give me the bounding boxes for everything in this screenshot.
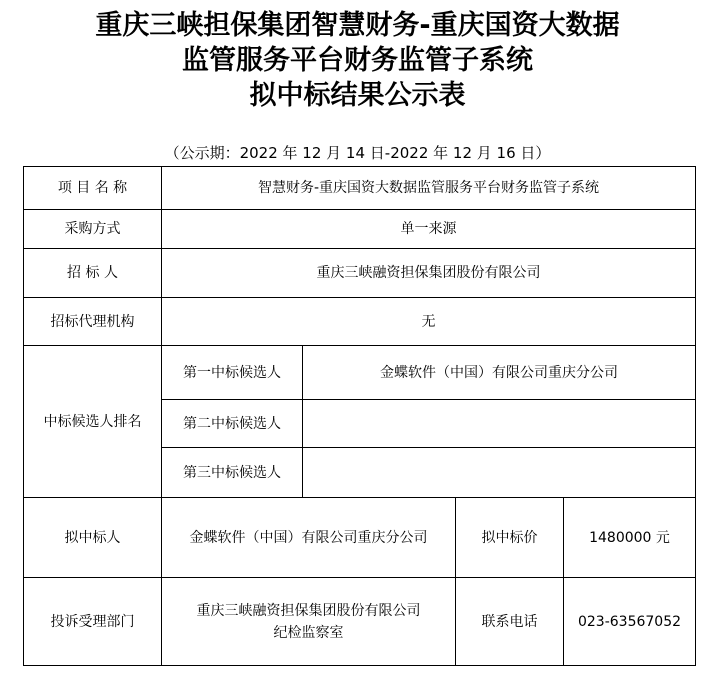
agency-value: 无 bbox=[162, 298, 696, 346]
winner-label: 拟中标人 bbox=[24, 498, 162, 578]
price-value: 1480000 元 bbox=[564, 498, 696, 578]
phone-value: 023-63567052 bbox=[564, 578, 696, 666]
procurement-method-value: 单一来源 bbox=[162, 210, 696, 249]
complaint-value-line-2: 纪检监察室 bbox=[273, 624, 344, 641]
row-winner bbox=[24, 498, 696, 578]
candidate-rank: 第一中标候选人 bbox=[162, 346, 303, 400]
title-line-1: 重庆三峡担保集团智慧财务-重庆国资大数据 bbox=[95, 10, 620, 41]
candidate-rank: 第二中标候选人 bbox=[162, 400, 303, 448]
complaint-value bbox=[162, 578, 456, 666]
complaint-value-line-1: 重庆三峡融资担保集团股份有限公司 bbox=[196, 602, 421, 619]
page-title bbox=[0, 8, 715, 113]
tenderer-value: 重庆三峡融资担保集团股份有限公司 bbox=[162, 249, 696, 298]
candidate-name: 金蝶软件（中国）有限公司重庆分公司 bbox=[303, 346, 696, 400]
title-line-3: 拟中标结果公示表 bbox=[249, 80, 466, 111]
row-candidate-1 bbox=[24, 346, 696, 400]
price-label: 拟中标价 bbox=[456, 498, 564, 578]
result-table bbox=[23, 166, 696, 666]
candidate-name bbox=[303, 448, 696, 498]
candidates-label: 中标候选人排名 bbox=[24, 346, 162, 498]
winner-value: 金蝶软件（中国）有限公司重庆分公司 bbox=[162, 498, 456, 578]
row-tenderer bbox=[24, 249, 696, 298]
agency-label: 招标代理机构 bbox=[24, 298, 162, 346]
row-complaint bbox=[24, 578, 696, 666]
title-line-2: 监管服务平台财务监管子系统 bbox=[182, 45, 533, 76]
candidate-rank: 第三中标候选人 bbox=[162, 448, 303, 498]
phone-label: 联系电话 bbox=[456, 578, 564, 666]
tenderer-label: 招 标 人 bbox=[24, 249, 162, 298]
project-name-label: 项 目 名 称 bbox=[24, 167, 162, 210]
project-name-value: 智慧财务-重庆国资大数据监管服务平台财务监管子系统 bbox=[162, 167, 696, 210]
row-procurement-method bbox=[24, 210, 696, 249]
procurement-method-label: 采购方式 bbox=[24, 210, 162, 249]
complaint-label: 投诉受理部门 bbox=[24, 578, 162, 666]
row-agency bbox=[24, 298, 696, 346]
row-project-name bbox=[24, 167, 696, 210]
publicity-period: （公示期：2022 年 12 月 14 日-2022 年 12 月 16 日） bbox=[164, 144, 551, 162]
candidate-name bbox=[303, 400, 696, 448]
